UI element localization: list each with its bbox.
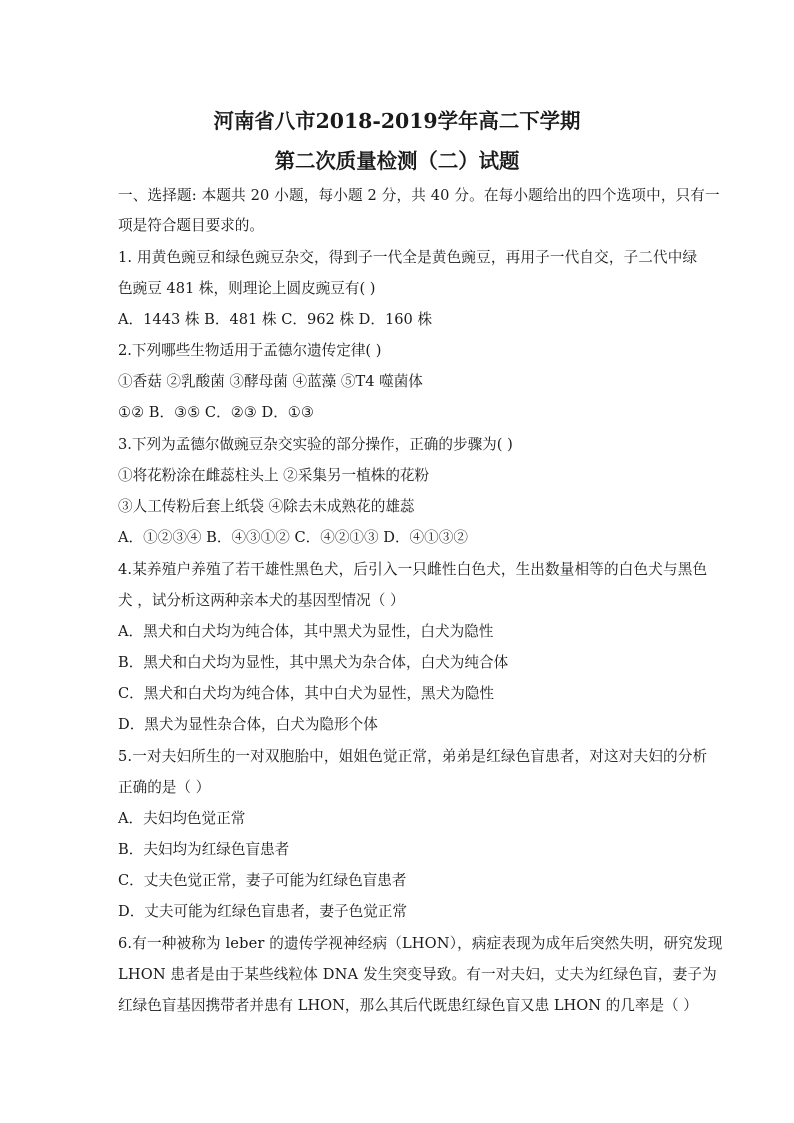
q4-option-d: D．黑犬为显性杂合体，白犬为隐形个体: [118, 716, 378, 733]
q5-option-d: D．丈夫可能为红绿色盲患者，妻子色觉正常: [118, 903, 407, 920]
q4-option-c: C．黑犬和白犬均为纯合体，其中白犬为显性，黑犬为隐性: [118, 685, 495, 702]
q4-stem-line2: 犬 ，试分析这两种亲本犬的基因型情况（ ）: [118, 592, 405, 609]
q5-option-a: A．夫妇均色觉正常: [118, 810, 246, 827]
q4-option-b: B．黑犬和白犬均为显性，其中黑犬为杂合体，白犬为纯合体: [118, 654, 509, 671]
section-intro-line1: 一、选择题: 本题共 20 小题，每小题 2 分，共 40 分。在每小题给出的四个选项中，只有一: [118, 187, 720, 204]
q2-options: ①② B．③⑤ C．②③ D．①③: [118, 404, 314, 421]
q5-option-c: C．丈夫色觉正常，妻子可能为红绿色盲患者: [118, 872, 407, 889]
q3-options: A．①②③④ B．④③①② C．④②①③ D．④①③②: [118, 529, 468, 546]
q2-stem: 2.下列哪些生物适用于孟德尔遗传定律( ): [118, 342, 382, 359]
q5-option-b: B．夫妇均为红绿色盲患者: [118, 841, 290, 858]
q4-option-a: A．黑犬和白犬均为纯合体，其中黑犬为显性，白犬为隐性: [118, 623, 494, 640]
section-intro-line2: 项是符合题目要求的。: [118, 217, 264, 234]
q6-stem-line1: 6.有一种被称为 leber 的遗传学视神经病（LHON），病症表现为成年后突然失明，研究发现: [118, 935, 723, 952]
exam-title-line2: 第二次质量检测（二）试题: [274, 149, 520, 173]
q5-stem-line2: 正确的是（ ）: [118, 779, 211, 796]
q6-stem-line2: LHON 患者是由于某些线粒体 DNA 发生突变导致。有一对夫妇，丈夫为红绿色盲，妻子为: [118, 966, 717, 983]
q4-stem-line1: 4.某养殖户养殖了若干雄性黑色犬，后引入一只雌性白色犬，生出数量相等的白色犬与黑色: [118, 561, 708, 578]
q3-items-line1: ①将花粉涂在雌蕊柱头上 ②采集另一植株的花粉: [118, 467, 430, 484]
q1-options: A．1443 株 B．481 株 C．962 株 D．160 株: [118, 311, 433, 328]
q5-stem-line1: 5.一对夫妇所生的一对双胞胎中，姐姐色觉正常，弟弟是红绿色盲患者，对这对夫妇的分析: [118, 748, 708, 765]
q3-stem: 3.下列为孟德尔做豌豆杂交实验的部分操作，正确的步骤为( ): [118, 436, 513, 453]
q1-stem-line1: 1. 用黄色豌豆和绿色豌豆杂交，得到子一代全是黄色豌豆，再用子一代自交，子二代中绿: [118, 249, 698, 266]
q1-stem-line2: 色豌豆 481 株，则理论上圆皮豌豆有( ): [118, 280, 376, 297]
q3-items-line2: ③人工传粉后套上纸袋 ④除去未成熟花的雄蕊: [118, 498, 415, 515]
exam-title-line1: 河南省八市2018-2019学年高二下学期: [213, 109, 581, 133]
q2-items: ①香菇 ②乳酸菌 ③酵母菌 ④蓝藻 ⑤T4 噬菌体: [118, 373, 423, 390]
q6-stem-line3: 红绿色盲基因携带者并患有 LHON，那么其后代既患红绿色盲又患 LHON 的几率是（ ）: [118, 997, 698, 1014]
